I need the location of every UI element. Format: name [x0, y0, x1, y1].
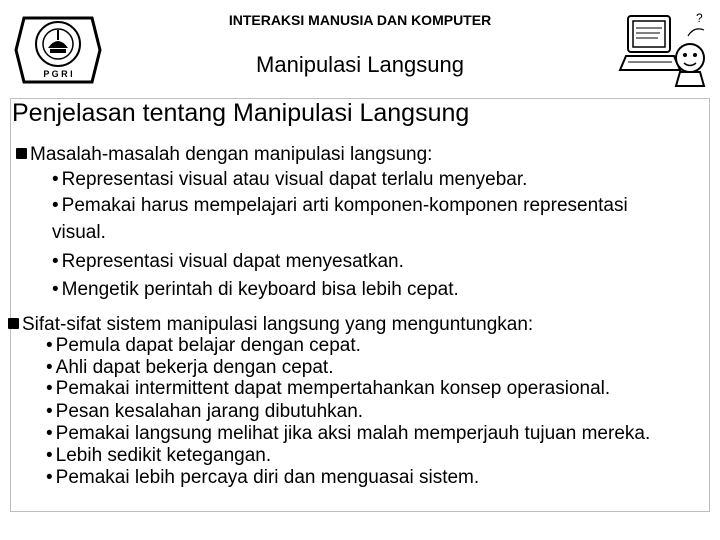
bullet-icon: •: [46, 423, 53, 444]
bullet-icon: •: [52, 195, 59, 216]
section-heading: Penjelasan tentang Manipulasi Langsung: [12, 99, 470, 127]
group-title-masalah: Masalah-masalah dengan manipulasi langsung:: [16, 144, 432, 166]
bullet-icon: •: [46, 378, 53, 399]
page-title: Manipulasi Langsung: [256, 52, 464, 77]
list-item: • Pemakai langsung melihat jika aksi malah memperjauh tujuan mereka.: [46, 423, 651, 444]
bullet-icon: •: [46, 445, 53, 466]
bullet-icon: •: [46, 467, 53, 488]
pgri-logo-icon: [12, 10, 104, 90]
list-item: • Pemakai lebih percaya diri dan menguasai sistem.: [46, 467, 480, 488]
list-item: • Pesan kesalahan jarang dibutuhkan.: [46, 401, 364, 422]
bullet-icon: •: [46, 335, 53, 356]
list-item: • Pemakai intermittent dapat mempertahankan konsep operasional.: [46, 378, 611, 399]
logo-text: P G R I: [43, 69, 73, 79]
svg-text:?: ?: [696, 11, 703, 25]
bullet-icon: •: [52, 279, 59, 300]
list-item: • Lebih sedikit ketegangan.: [46, 445, 272, 466]
list-item: • Pemakai harus mempelajari arti komponen-komponen representasi: [52, 195, 628, 216]
bullet-icon: •: [46, 357, 53, 378]
computer-icon: [618, 6, 714, 92]
list-item: • Ahli dapat bekerja dengan cepat.: [46, 357, 334, 378]
bullet-icon: •: [52, 169, 59, 190]
list-item: • Representasi visual atau visual dapat terlalu menyebar.: [52, 169, 528, 190]
list-item-continuation: visual.: [52, 222, 106, 243]
list-item: • Mengetik perintah di keyboard bisa lebih cepat.: [52, 279, 459, 300]
square-bullet-icon: [8, 318, 19, 329]
bullet-icon: •: [52, 251, 59, 272]
list-item: • Pemula dapat belajar dengan cepat.: [46, 335, 361, 356]
group-title-sifat: Sifat-sifat sistem manipulasi langsung yang menguntungkan:: [8, 314, 533, 336]
bullet-icon: •: [46, 401, 53, 422]
header-title: INTERAKSI MANUSIA DAN KOMPUTER: [228, 12, 492, 28]
list-item: • Representasi visual dapat menyesatkan.: [52, 251, 404, 272]
square-bullet-icon: [16, 148, 27, 159]
